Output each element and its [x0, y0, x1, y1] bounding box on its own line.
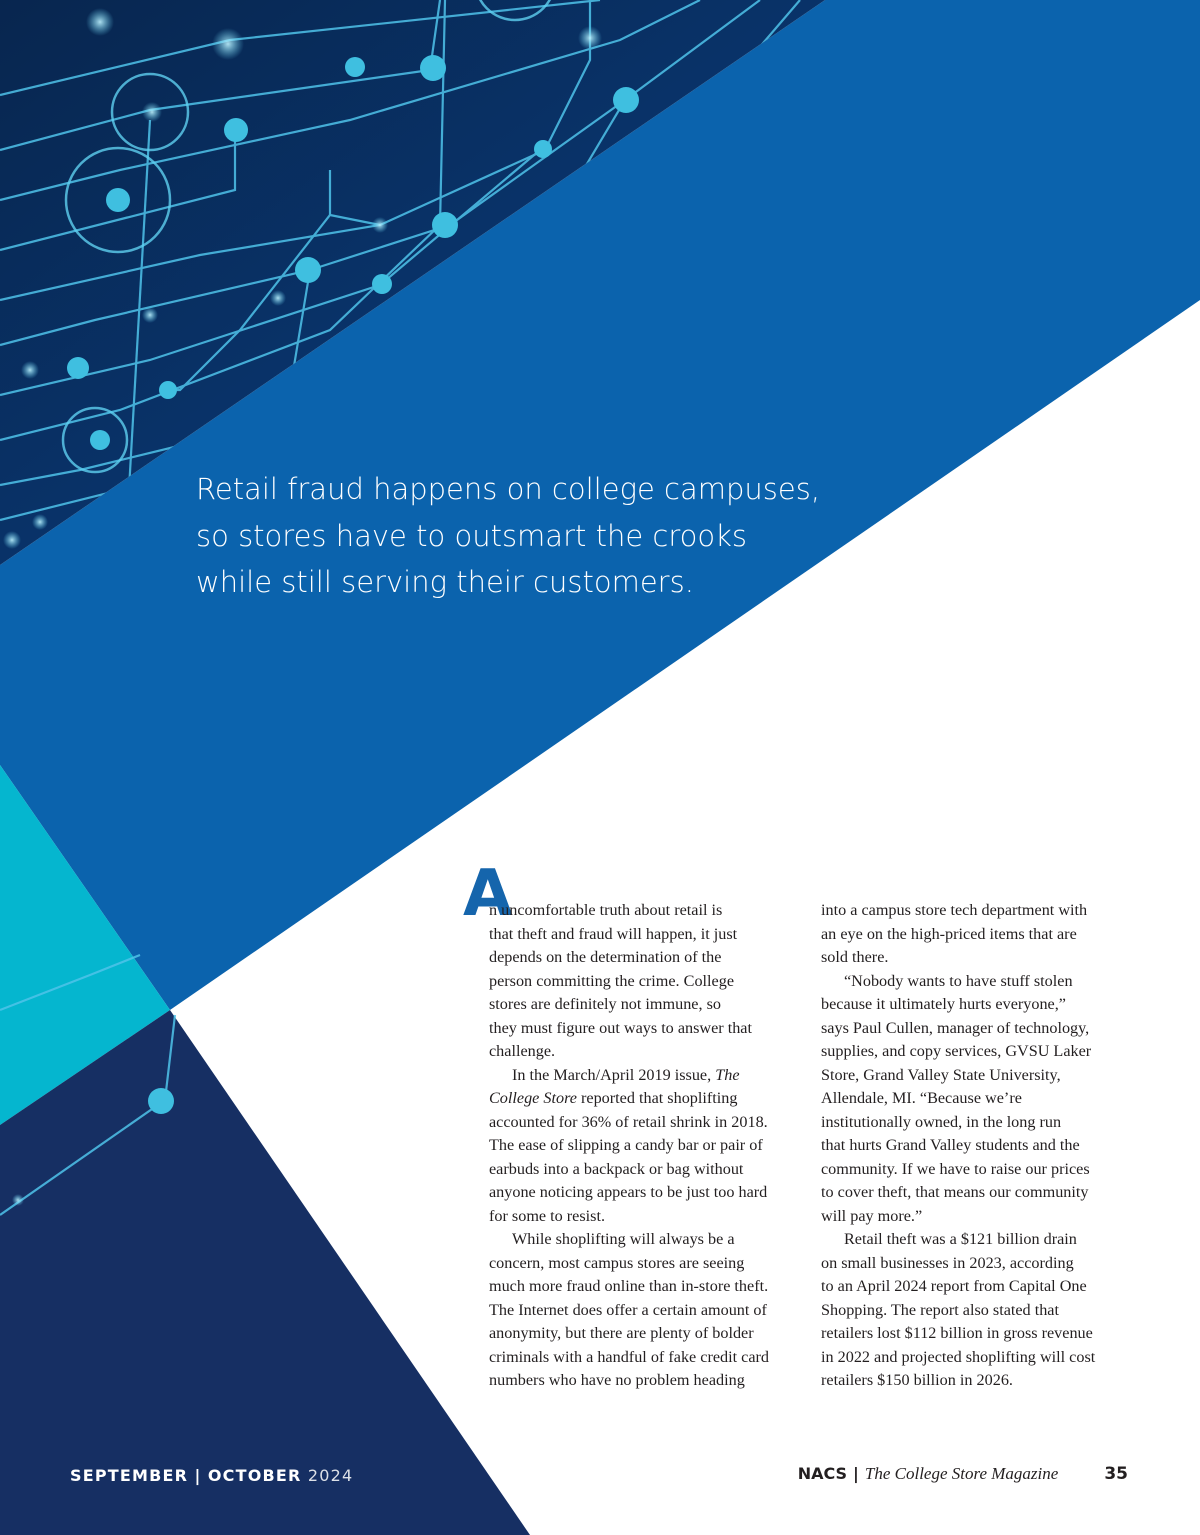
body-text-line: anonymity, but there are plenty of bolder: [489, 1324, 754, 1342]
body-text-line: “Nobody wants to have stuff stolen: [844, 971, 1073, 990]
deck-line: Retail fraud happens on college campuses,: [196, 472, 821, 506]
body-text-line: retailers lost $112 billion in gross revenue: [821, 1324, 1093, 1342]
body-text-line: because it ultimately hurts everyone,”: [821, 995, 1066, 1013]
navy-triangle: [0, 1010, 530, 1535]
body-text-line: stores are definitely not immune, so: [489, 995, 721, 1013]
drop-cap: A: [463, 857, 513, 931]
body-text-line: College Store reported that shoplifting: [489, 1089, 738, 1107]
publisher-name: NACS: [797, 1464, 848, 1483]
issue-date: [70, 1466, 353, 1485]
issue-divider: |: [194, 1466, 202, 1485]
body-text-line: that hurts Grand Valley students and the: [821, 1136, 1080, 1154]
body-text-line: on small businesses in 2023, according: [821, 1253, 1074, 1272]
deck-line: so stores have to outsmart the crooks: [196, 518, 748, 553]
body-text-line: says Paul Cullen, manager of technology,: [821, 1018, 1090, 1037]
body-text-line: The Internet does offer a certain amount of: [489, 1300, 767, 1319]
body-text-line: to cover theft, that means our community: [821, 1183, 1089, 1201]
body-text-line: an eye on the high-priced items that are: [821, 924, 1077, 943]
article-deck: [196, 466, 876, 606]
publisher-divider: |: [853, 1464, 859, 1483]
body-text-line: concern, most campus stores are seeing: [489, 1253, 745, 1272]
body-text-line: Allendale, MI. “Because we’re: [821, 1089, 1022, 1107]
body-text-line: person committing the crime. College: [489, 971, 735, 990]
issue-month-start: SEPTEMBER: [70, 1466, 189, 1485]
body-text-line: accounted for 36% of retail shrink in 2018.: [489, 1112, 768, 1131]
body-text-line: Store, Grand Valley State University,: [821, 1065, 1061, 1084]
body-text-line: supplies, and copy services, GVSU Laker: [821, 1042, 1092, 1060]
body-text-line: depends on the determination of the: [489, 948, 722, 966]
body-text-line: n uncomfortable truth about retail is: [489, 901, 723, 919]
body-text-line: into a campus store tech department with: [821, 901, 1088, 919]
body-column-left: [489, 899, 794, 1393]
issue-month-end: OCTOBER: [207, 1466, 302, 1485]
running-footer: [798, 1464, 1128, 1484]
body-text-line: in 2022 and projected shoplifting will cost: [821, 1347, 1096, 1366]
body-text-line: In the March/April 2019 issue, The: [512, 1065, 740, 1084]
body-text-line: criminals with a handful of fake credit card: [489, 1347, 770, 1366]
body-column-right: [821, 899, 1126, 1393]
body-text-line: to an April 2024 report from Capital One: [821, 1277, 1087, 1295]
body-text-line: anyone noticing appears to be just too hard: [489, 1183, 768, 1201]
body-text-line: earbuds into a backpack or bag without: [489, 1159, 744, 1178]
deck-line: while still serving their customers.: [196, 565, 694, 599]
body-text-line: retailers $150 billion in 2026.: [821, 1371, 1013, 1389]
body-text-line: sold there.: [821, 948, 889, 966]
body-text-line: that theft and fraud will happen, it just: [489, 924, 738, 943]
body-text-line: Shopping. The report also stated that: [821, 1300, 1059, 1319]
body-text-line: Retail theft was a $121 billion drain: [844, 1230, 1077, 1248]
body-text-line: much more fraud online than in-store theft.: [489, 1277, 769, 1295]
body-text-line: challenge.: [489, 1042, 556, 1060]
body-text-line: they must figure out ways to answer that: [489, 1018, 752, 1037]
body-text-line: institutionally owned, in the long run: [821, 1112, 1062, 1131]
body-text-line: numbers who have no problem heading: [489, 1371, 745, 1389]
magazine-title: The College Store Magazine: [864, 1464, 1059, 1483]
body-text-line: The ease of slipping a candy bar or pair of: [489, 1136, 763, 1154]
body-text-line: will pay more.”: [821, 1206, 923, 1225]
issue-year: 2024: [307, 1466, 354, 1485]
body-text-line: for some to resist.: [489, 1206, 605, 1225]
page-number: 35: [1104, 1464, 1128, 1484]
body-text-line: While shoplifting will always be a: [512, 1230, 735, 1248]
body-text-line: community. If we have to raise our prices: [821, 1159, 1090, 1178]
